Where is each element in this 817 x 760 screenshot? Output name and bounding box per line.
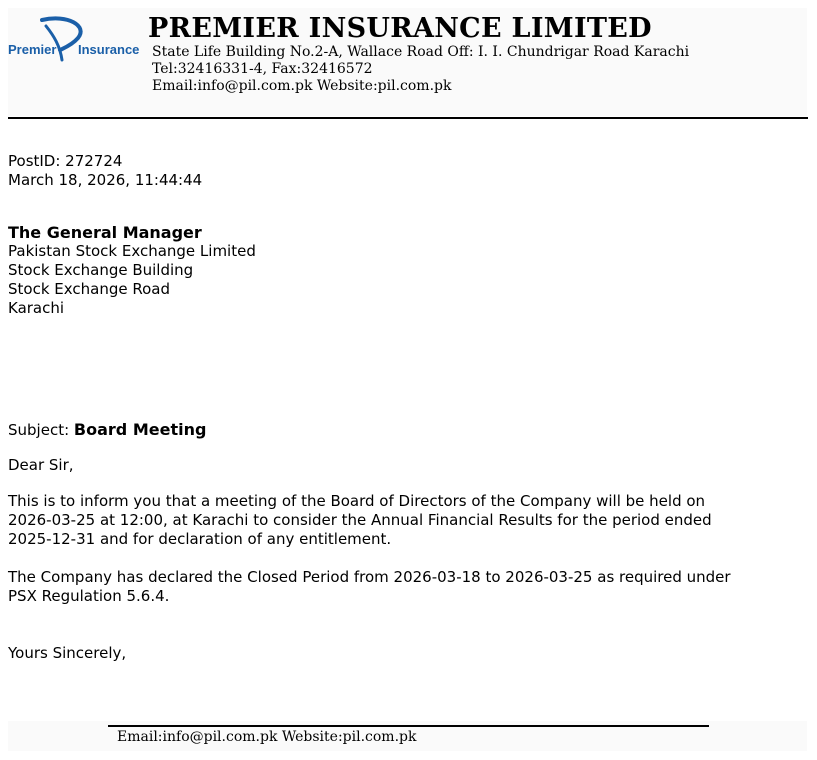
recipient-line: Karachi (8, 299, 65, 317)
paragraph-line: The Company has declared the Closed Period from 2026-03-18 to 2026-03-25 as required under (8, 568, 731, 586)
logo-text-left: Premier (8, 42, 57, 57)
paragraph-line: PSX Regulation 5.6.4. (8, 587, 170, 605)
recipient-line: Pakistan Stock Exchange Limited (8, 242, 256, 260)
logo-text-right: Insurance (78, 42, 140, 57)
footer-divider (108, 725, 709, 727)
company-phone-fax: Tel:32416331-4, Fax:32416572 (152, 61, 373, 77)
post-datetime: March 18, 2026, 11:44:44 (8, 171, 203, 189)
paragraph-line: 2026-03-25 at 12:00, at Karachi to consider the Annual Financial Results for the period ended (8, 511, 712, 529)
post-id: PostID: 272724 (8, 152, 123, 170)
premier-insurance-logo-icon (8, 12, 143, 68)
closing: Yours Sincerely, (8, 644, 127, 662)
subject-line (8, 420, 798, 440)
company-info (148, 14, 689, 95)
letterhead (8, 8, 807, 116)
company-logo (8, 12, 143, 68)
company-email-website: Email:info@pil.com.pk Website:pil.com.pk (152, 78, 452, 94)
subject-label: Subject: (8, 421, 70, 439)
footer-contact: Email:info@pil.com.pk Website:pil.com.pk (117, 729, 417, 745)
recipient-line: Stock Exchange Building (8, 261, 194, 279)
salutation: Dear Sir, (8, 456, 74, 474)
company-name: PREMIER INSURANCE LIMITED (148, 13, 652, 44)
recipient-title: The General Manager (8, 223, 202, 242)
company-address: State Life Building No.2-A, Wallace Road Off: I. I. Chundrigar Road Karachi (152, 44, 690, 60)
paragraph-line: 2025-12-31 and for declaration of any entitlement. (8, 530, 392, 548)
paragraph-line: This is to inform you that a meeting of the Board of Directors of the Company will be held on (8, 492, 706, 510)
recipient-line: Stock Exchange Road (8, 280, 170, 298)
header-divider (8, 117, 808, 119)
subject-value: Board Meeting (73, 420, 207, 439)
